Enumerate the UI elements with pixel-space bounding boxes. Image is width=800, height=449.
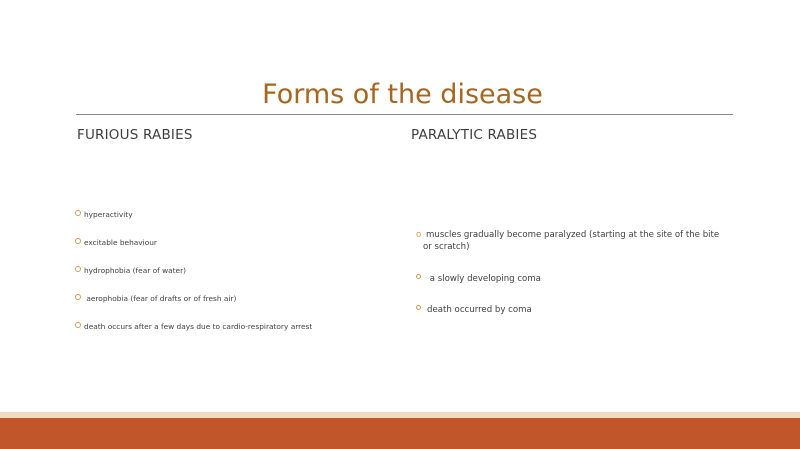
paralytic-item-death: death occurred by coma [416,304,532,316]
furious-item-excitable: excitable behaviour [75,237,157,248]
furious-item-death: death occurs after a few days due to cardio-respiratory arrest [75,321,312,332]
bullet-circle-icon [75,266,81,272]
footer-band [0,418,800,449]
bullet-circle-icon [416,274,421,279]
furious-item-aerophobia: aerophobia (fear of drafts or of fresh air) [75,293,236,304]
paralytic-item-muscles: o muscles gradually become paralyzed (starting at the site of the bite or scratch) [416,230,720,252]
bullet-circle-icon [75,294,81,300]
slide-title: Forms of the disease [262,79,543,110]
furious-item-hydrophobia: hydrophobia (fear of water) [75,265,186,276]
furious-item-hyperactivity: hyperactivity [75,209,133,220]
bullet-circle-icon [416,305,421,310]
paralytic-rabies-heading: PARALYTIC RABIES [411,127,538,143]
paralytic-item-coma: a slowly developing coma [416,273,541,285]
bullet-circle-icon [75,210,81,216]
bullet-circle-icon [75,238,81,244]
bullet-circle-icon [75,322,81,328]
furious-rabies-heading: FURIOUS RABIES [77,127,193,143]
title-divider [76,114,733,115]
bullet-circle-icon: o [416,230,422,240]
